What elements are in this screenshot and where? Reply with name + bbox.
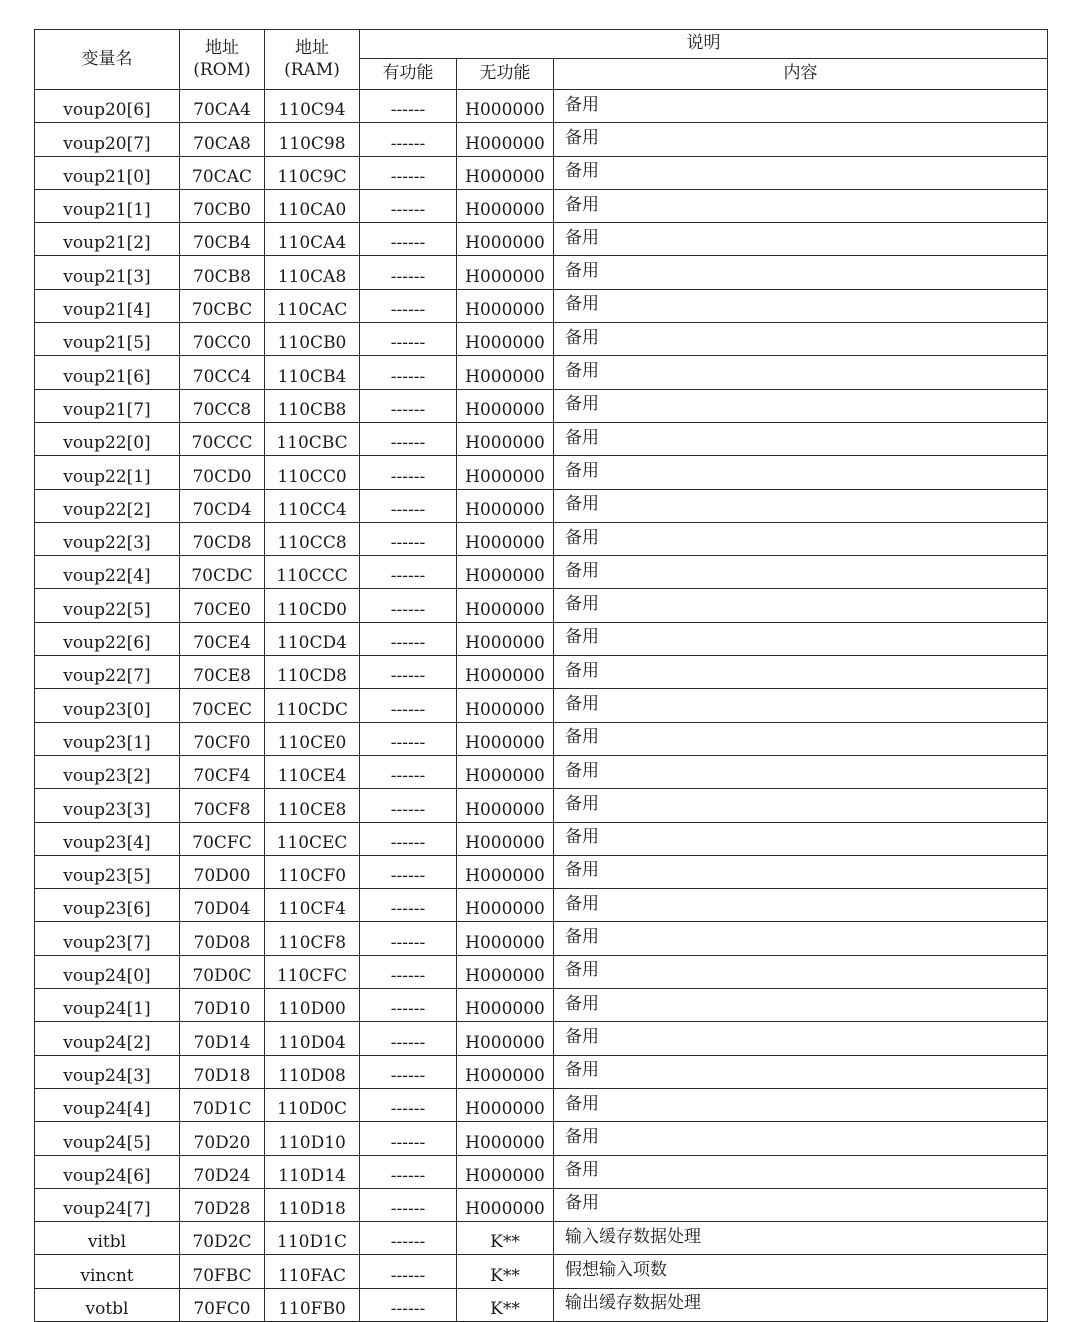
cell-variable-name: voup24[4] — [35, 1088, 180, 1121]
cell-has-function: ------ — [360, 755, 457, 788]
table-row — [35, 156, 1048, 189]
cell-address-rom: 70D20 — [180, 1122, 265, 1155]
cell-variable-name: voup24[0] — [35, 955, 180, 988]
table-row — [35, 256, 1048, 289]
cell-variable-name: voup22[5] — [35, 589, 180, 622]
cell-has-function: ------ — [360, 422, 457, 455]
cell-content: 备用 — [554, 755, 1048, 788]
cell-content: 备用 — [554, 389, 1048, 422]
cell-has-function: ------ — [360, 1288, 457, 1321]
cell-has-function: ------ — [360, 722, 457, 755]
table-body — [35, 90, 1048, 1322]
cell-has-function: ------ — [360, 1155, 457, 1188]
cell-address-ram: 110CD4 — [265, 622, 360, 655]
table-row — [35, 489, 1048, 522]
cell-has-function: ------ — [360, 223, 457, 256]
cell-no-function: H000000 — [457, 489, 554, 522]
cell-address-ram: 110CDC — [265, 689, 360, 722]
cell-no-function: H000000 — [457, 1155, 554, 1188]
table-row — [35, 123, 1048, 156]
table-row — [35, 989, 1048, 1022]
cell-no-function: H000000 — [457, 656, 554, 689]
cell-content: 备用 — [554, 1122, 1048, 1155]
cell-variable-name: voup24[3] — [35, 1055, 180, 1088]
header-content: 内容 — [554, 59, 1048, 90]
table-row — [35, 755, 1048, 788]
cell-address-ram: 110CE0 — [265, 722, 360, 755]
table-row — [35, 1188, 1048, 1221]
cell-variable-name: voup24[5] — [35, 1122, 180, 1155]
cell-variable-name: voup20[6] — [35, 90, 180, 123]
cell-address-rom: 70FBC — [180, 1255, 265, 1288]
cell-address-rom: 70CF0 — [180, 722, 265, 755]
cell-content: 备用 — [554, 189, 1048, 222]
cell-address-rom: 70D28 — [180, 1188, 265, 1221]
cell-content: 备用 — [554, 989, 1048, 1022]
table-row — [35, 1288, 1048, 1321]
cell-variable-name: vincnt — [35, 1255, 180, 1288]
cell-address-ram: 110CC0 — [265, 456, 360, 489]
cell-address-rom: 70CD4 — [180, 489, 265, 522]
cell-address-ram: 110CFC — [265, 955, 360, 988]
cell-no-function: H000000 — [457, 456, 554, 489]
cell-variable-name: voup22[2] — [35, 489, 180, 522]
cell-no-function: H000000 — [457, 889, 554, 922]
cell-variable-name: voup21[4] — [35, 289, 180, 322]
cell-no-function: H000000 — [457, 1022, 554, 1055]
cell-address-ram: 110CEC — [265, 822, 360, 855]
cell-address-ram: 110CCC — [265, 556, 360, 589]
cell-content: 备用 — [554, 855, 1048, 888]
cell-no-function: K** — [457, 1288, 554, 1321]
cell-no-function: H000000 — [457, 1188, 554, 1221]
cell-address-rom: 70CAC — [180, 156, 265, 189]
cell-has-function: ------ — [360, 1255, 457, 1288]
table-row — [35, 1122, 1048, 1155]
cell-content: 备用 — [554, 323, 1048, 356]
cell-no-function: H000000 — [457, 622, 554, 655]
table-row — [35, 323, 1048, 356]
cell-no-function: H000000 — [457, 855, 554, 888]
cell-content: 输入缓存数据处理 — [554, 1222, 1048, 1255]
cell-no-function: K** — [457, 1255, 554, 1288]
cell-has-function: ------ — [360, 622, 457, 655]
cell-content: 备用 — [554, 1188, 1048, 1221]
cell-content: 备用 — [554, 656, 1048, 689]
cell-content: 备用 — [554, 223, 1048, 256]
cell-has-function: ------ — [360, 955, 457, 988]
header-address-rom-label: 地址 — [205, 38, 239, 59]
cell-variable-name: voup21[7] — [35, 389, 180, 422]
header-address-rom-unit: (ROM) — [193, 59, 251, 80]
cell-has-function: ------ — [360, 789, 457, 822]
table-row — [35, 1022, 1048, 1055]
cell-content: 备用 — [554, 622, 1048, 655]
cell-has-function: ------ — [360, 189, 457, 222]
cell-content: 备用 — [554, 456, 1048, 489]
cell-address-rom: 70CEC — [180, 689, 265, 722]
cell-address-rom: 70CD8 — [180, 522, 265, 555]
cell-address-ram: 110C9C — [265, 156, 360, 189]
header-address-ram — [265, 30, 360, 90]
cell-no-function: H000000 — [457, 589, 554, 622]
cell-variable-name: voup22[4] — [35, 556, 180, 589]
cell-content: 备用 — [554, 789, 1048, 822]
cell-variable-name: voup24[7] — [35, 1188, 180, 1221]
cell-address-rom: 70CDC — [180, 556, 265, 589]
cell-has-function: ------ — [360, 156, 457, 189]
cell-address-ram: 110D10 — [265, 1122, 360, 1155]
cell-has-function: ------ — [360, 522, 457, 555]
cell-no-function: H000000 — [457, 755, 554, 788]
table-row — [35, 289, 1048, 322]
cell-address-rom: 70FC0 — [180, 1288, 265, 1321]
cell-has-function: ------ — [360, 989, 457, 1022]
cell-no-function: H000000 — [457, 789, 554, 822]
cell-address-rom: 70D0C — [180, 955, 265, 988]
table-row — [35, 1222, 1048, 1255]
cell-no-function: H000000 — [457, 356, 554, 389]
cell-has-function: ------ — [360, 656, 457, 689]
cell-content: 备用 — [554, 889, 1048, 922]
table-row — [35, 855, 1048, 888]
cell-has-function: ------ — [360, 1022, 457, 1055]
cell-has-function: ------ — [360, 589, 457, 622]
cell-address-rom: 70CF4 — [180, 755, 265, 788]
cell-address-rom: 70CE8 — [180, 656, 265, 689]
cell-address-rom: 70CD0 — [180, 456, 265, 489]
cell-has-function: ------ — [360, 90, 457, 123]
cell-has-function: ------ — [360, 123, 457, 156]
cell-address-ram: 110CE8 — [265, 789, 360, 822]
cell-content: 假想输入项数 — [554, 1255, 1048, 1288]
table-row — [35, 1155, 1048, 1188]
cell-address-rom: 70CC4 — [180, 356, 265, 389]
cell-has-function: ------ — [360, 889, 457, 922]
cell-content: 备用 — [554, 256, 1048, 289]
cell-address-ram: 110CB4 — [265, 356, 360, 389]
header-address-ram-label: 地址 — [295, 38, 329, 59]
cell-no-function: H000000 — [457, 256, 554, 289]
cell-no-function: H000000 — [457, 156, 554, 189]
table-row — [35, 422, 1048, 455]
cell-variable-name: voup24[1] — [35, 989, 180, 1022]
cell-has-function: ------ — [360, 689, 457, 722]
cell-variable-name: voup22[6] — [35, 622, 180, 655]
cell-variable-name: voup23[0] — [35, 689, 180, 722]
table-row — [35, 622, 1048, 655]
cell-address-ram: 110CB0 — [265, 323, 360, 356]
cell-content: 备用 — [554, 289, 1048, 322]
cell-variable-name: voup23[7] — [35, 922, 180, 955]
cell-address-rom: 70D18 — [180, 1055, 265, 1088]
cell-variable-name: voup22[0] — [35, 422, 180, 455]
cell-content: 备用 — [554, 123, 1048, 156]
cell-address-ram: 110D1C — [265, 1222, 360, 1255]
cell-address-ram: 110D08 — [265, 1055, 360, 1088]
cell-variable-name: voup22[1] — [35, 456, 180, 489]
cell-has-function: ------ — [360, 556, 457, 589]
cell-variable-name: voup21[2] — [35, 223, 180, 256]
cell-address-rom: 70CC8 — [180, 389, 265, 422]
table-header — [35, 30, 1048, 90]
cell-variable-name: voup23[1] — [35, 722, 180, 755]
cell-address-rom: 70CFC — [180, 822, 265, 855]
cell-has-function: ------ — [360, 1088, 457, 1121]
cell-content: 备用 — [554, 922, 1048, 955]
cell-variable-name: vitbl — [35, 1222, 180, 1255]
cell-variable-name: voup23[2] — [35, 755, 180, 788]
table-row — [35, 189, 1048, 222]
cell-content: 备用 — [554, 1155, 1048, 1188]
cell-no-function: H000000 — [457, 689, 554, 722]
table-row — [35, 922, 1048, 955]
cell-address-rom: 70CA8 — [180, 123, 265, 156]
header-has-function: 有功能 — [360, 59, 457, 90]
cell-address-rom: 70CC0 — [180, 323, 265, 356]
cell-address-ram: 110CD8 — [265, 656, 360, 689]
register-table — [34, 29, 1048, 1322]
cell-no-function: H000000 — [457, 989, 554, 1022]
cell-address-ram: 110CF0 — [265, 855, 360, 888]
cell-address-rom: 70D00 — [180, 855, 265, 888]
cell-address-ram: 110CC4 — [265, 489, 360, 522]
cell-address-ram: 110CA8 — [265, 256, 360, 289]
cell-address-ram: 110D00 — [265, 989, 360, 1022]
cell-has-function: ------ — [360, 289, 457, 322]
cell-address-ram: 110D18 — [265, 1188, 360, 1221]
cell-content: 备用 — [554, 822, 1048, 855]
cell-content: 备用 — [554, 156, 1048, 189]
cell-content: 备用 — [554, 90, 1048, 123]
table-row — [35, 90, 1048, 123]
cell-address-rom: 70CCC — [180, 422, 265, 455]
cell-content: 备用 — [554, 589, 1048, 622]
table-row — [35, 822, 1048, 855]
cell-has-function: ------ — [360, 389, 457, 422]
cell-has-function: ------ — [360, 1222, 457, 1255]
cell-no-function: H000000 — [457, 1122, 554, 1155]
cell-address-ram: 110FAC — [265, 1255, 360, 1288]
table-row — [35, 1255, 1048, 1288]
cell-content: 备用 — [554, 1022, 1048, 1055]
cell-address-rom: 70CB4 — [180, 223, 265, 256]
cell-content: 备用 — [554, 556, 1048, 589]
cell-has-function: ------ — [360, 356, 457, 389]
cell-address-ram: 110CBC — [265, 422, 360, 455]
cell-variable-name: voup21[0] — [35, 156, 180, 189]
cell-no-function: H000000 — [457, 289, 554, 322]
cell-has-function: ------ — [360, 855, 457, 888]
cell-address-rom: 70D08 — [180, 922, 265, 955]
cell-content: 输出缓存数据处理 — [554, 1288, 1048, 1321]
cell-variable-name: voup21[1] — [35, 189, 180, 222]
cell-content: 备用 — [554, 522, 1048, 555]
table-row — [35, 656, 1048, 689]
cell-address-ram: 110C98 — [265, 123, 360, 156]
cell-variable-name: voup24[6] — [35, 1155, 180, 1188]
cell-address-rom: 70CE4 — [180, 622, 265, 655]
cell-has-function: ------ — [360, 922, 457, 955]
table-row — [35, 1088, 1048, 1121]
table-row — [35, 456, 1048, 489]
cell-address-rom: 70D1C — [180, 1088, 265, 1121]
cell-no-function: H000000 — [457, 1088, 554, 1121]
table-row — [35, 356, 1048, 389]
cell-content: 备用 — [554, 955, 1048, 988]
cell-content: 备用 — [554, 1088, 1048, 1121]
cell-address-rom: 70CF8 — [180, 789, 265, 822]
cell-variable-name: voup23[4] — [35, 822, 180, 855]
cell-content: 备用 — [554, 1055, 1048, 1088]
cell-address-ram: 110CF4 — [265, 889, 360, 922]
cell-has-function: ------ — [360, 489, 457, 522]
cell-address-ram: 110D0C — [265, 1088, 360, 1121]
cell-no-function: H000000 — [457, 955, 554, 988]
cell-no-function: H000000 — [457, 123, 554, 156]
cell-no-function: H000000 — [457, 522, 554, 555]
table-row — [35, 389, 1048, 422]
cell-address-rom: 70CE0 — [180, 589, 265, 622]
cell-variable-name: voup21[6] — [35, 356, 180, 389]
cell-address-ram: 110CAC — [265, 289, 360, 322]
cell-variable-name: voup22[3] — [35, 522, 180, 555]
cell-content: 备用 — [554, 689, 1048, 722]
cell-address-ram: 110CE4 — [265, 755, 360, 788]
cell-variable-name: voup21[5] — [35, 323, 180, 356]
cell-variable-name: voup20[7] — [35, 123, 180, 156]
cell-address-ram: 110CA4 — [265, 223, 360, 256]
table-row — [35, 223, 1048, 256]
cell-no-function: H000000 — [457, 422, 554, 455]
cell-address-rom: 70D24 — [180, 1155, 265, 1188]
cell-no-function: H000000 — [457, 223, 554, 256]
cell-address-rom: 70CBC — [180, 289, 265, 322]
table-row — [35, 1055, 1048, 1088]
cell-has-function: ------ — [360, 1055, 457, 1088]
cell-content: 备用 — [554, 722, 1048, 755]
cell-content: 备用 — [554, 422, 1048, 455]
cell-no-function: H000000 — [457, 389, 554, 422]
table-row — [35, 589, 1048, 622]
cell-has-function: ------ — [360, 1188, 457, 1221]
cell-has-function: ------ — [360, 323, 457, 356]
cell-address-ram: 110CA0 — [265, 189, 360, 222]
header-description: 说明 — [360, 30, 1048, 59]
cell-variable-name: voup23[6] — [35, 889, 180, 922]
header-no-function: 无功能 — [457, 59, 554, 90]
cell-content: 备用 — [554, 356, 1048, 389]
cell-address-rom: 70CA4 — [180, 90, 265, 123]
cell-variable-name: voup22[7] — [35, 656, 180, 689]
cell-no-function: H000000 — [457, 1055, 554, 1088]
cell-content: 备用 — [554, 489, 1048, 522]
table-row — [35, 522, 1048, 555]
header-address-rom — [180, 30, 265, 90]
header-address-ram-unit: (RAM) — [284, 59, 340, 80]
cell-no-function: H000000 — [457, 722, 554, 755]
cell-no-function: H000000 — [457, 556, 554, 589]
cell-variable-name: voup24[2] — [35, 1022, 180, 1055]
cell-address-rom: 70CB0 — [180, 189, 265, 222]
cell-variable-name: voup23[3] — [35, 789, 180, 822]
cell-address-ram: 110C94 — [265, 90, 360, 123]
cell-address-rom: 70D04 — [180, 889, 265, 922]
cell-no-function: H000000 — [457, 922, 554, 955]
cell-address-rom: 70D14 — [180, 1022, 265, 1055]
cell-has-function: ------ — [360, 1122, 457, 1155]
cell-no-function: K** — [457, 1222, 554, 1255]
cell-no-function: H000000 — [457, 323, 554, 356]
cell-variable-name: voup21[3] — [35, 256, 180, 289]
cell-no-function: H000000 — [457, 189, 554, 222]
cell-address-ram: 110FB0 — [265, 1288, 360, 1321]
header-row-1 — [35, 30, 1048, 59]
cell-address-ram: 110D14 — [265, 1155, 360, 1188]
table-row — [35, 689, 1048, 722]
table-row — [35, 955, 1048, 988]
cell-has-function: ------ — [360, 822, 457, 855]
cell-address-ram: 110D04 — [265, 1022, 360, 1055]
cell-variable-name: voup23[5] — [35, 855, 180, 888]
cell-no-function: H000000 — [457, 90, 554, 123]
table-row — [35, 889, 1048, 922]
table-row — [35, 556, 1048, 589]
cell-has-function: ------ — [360, 256, 457, 289]
cell-address-ram: 110CF8 — [265, 922, 360, 955]
header-variable-name: 变量名 — [35, 30, 180, 90]
table-row — [35, 722, 1048, 755]
cell-no-function: H000000 — [457, 822, 554, 855]
cell-address-rom: 70D2C — [180, 1222, 265, 1255]
table-row — [35, 789, 1048, 822]
cell-address-ram: 110CC8 — [265, 522, 360, 555]
cell-variable-name: votbl — [35, 1288, 180, 1321]
cell-address-rom: 70D10 — [180, 989, 265, 1022]
cell-has-function: ------ — [360, 456, 457, 489]
cell-address-rom: 70CB8 — [180, 256, 265, 289]
cell-address-ram: 110CB8 — [265, 389, 360, 422]
cell-address-ram: 110CD0 — [265, 589, 360, 622]
